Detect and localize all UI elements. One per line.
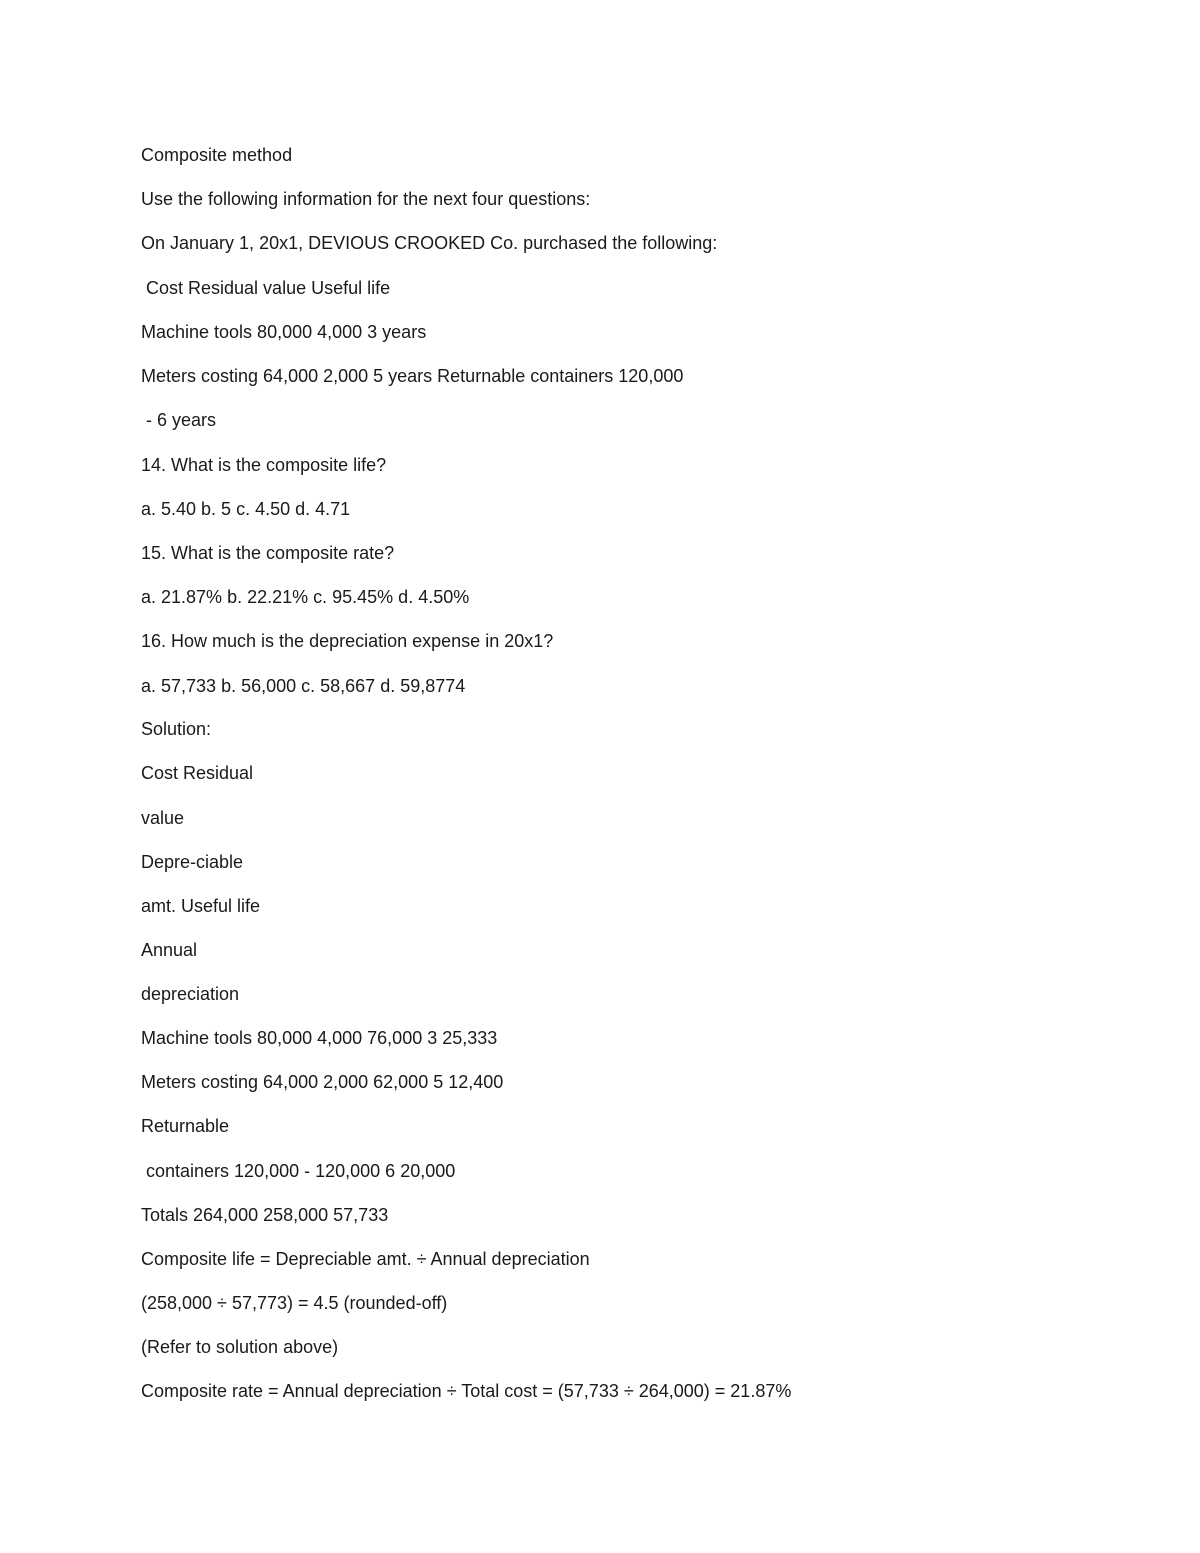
composite-rate-formula: Composite rate = Annual depreciation ÷ Total cost = (57,733 ÷ 264,000) = 21.87% [141, 1381, 792, 1401]
solution-header-amt-useful-life: amt. Useful life [141, 896, 261, 916]
instruction-text: Use the following information for the next four questions: [141, 189, 591, 209]
question-14-choices: a. 5.40 b. 5 c. 4.50 d. 4.71 [141, 499, 351, 519]
composite-life-formula: Composite life = Depreciable amt. ÷ Annual depreciation [141, 1249, 590, 1269]
solution-row-totals: Totals 264,000 258,000 57,733 [141, 1205, 389, 1225]
question-14: 14. What is the composite life? [141, 455, 387, 475]
asset-row-containers-continued: - 6 years [141, 410, 217, 430]
question-15: 15. What is the composite rate? [141, 543, 395, 563]
solution-row-containers: containers 120,000 - 120,000 6 20,000 [141, 1161, 456, 1181]
solution-header-cost-residual: Cost Residual [141, 763, 254, 783]
question-16-choices: a. 57,733 b. 56,000 c. 58,667 d. 59,8774 [141, 676, 466, 696]
solution-row-meters: Meters costing 64,000 2,000 62,000 5 12,400 [141, 1072, 504, 1092]
composite-life-calculation: (258,000 ÷ 57,773) = 4.5 (rounded-off) [141, 1293, 448, 1313]
solution-header-depreciation: depreciation [141, 984, 240, 1004]
solution-header-annual: Annual [141, 940, 198, 960]
solution-row-returnable: Returnable [141, 1116, 230, 1136]
solution-header-depreciable: Depre-ciable [141, 852, 244, 872]
asset-row-machine-tools: Machine tools 80,000 4,000 3 years [141, 322, 427, 342]
purchase-statement: On January 1, 20x1, DEVIOUS CROOKED Co. purchased the following: [141, 233, 718, 253]
section-title: Composite method [141, 145, 293, 165]
question-15-choices: a. 21.87% b. 22.21% c. 95.45% d. 4.50% [141, 587, 470, 607]
asset-table-header: Cost Residual value Useful life [141, 278, 391, 298]
question-16: 16. How much is the depreciation expense in 20x1? [141, 631, 554, 651]
solution-heading: Solution: [141, 719, 212, 739]
refer-note: (Refer to solution above) [141, 1337, 339, 1357]
asset-row-meters-containers: Meters costing 64,000 2,000 5 years Returnable containers 120,000 [141, 366, 684, 386]
solution-header-value: value [141, 808, 185, 828]
solution-row-machine-tools: Machine tools 80,000 4,000 76,000 3 25,333 [141, 1028, 498, 1048]
